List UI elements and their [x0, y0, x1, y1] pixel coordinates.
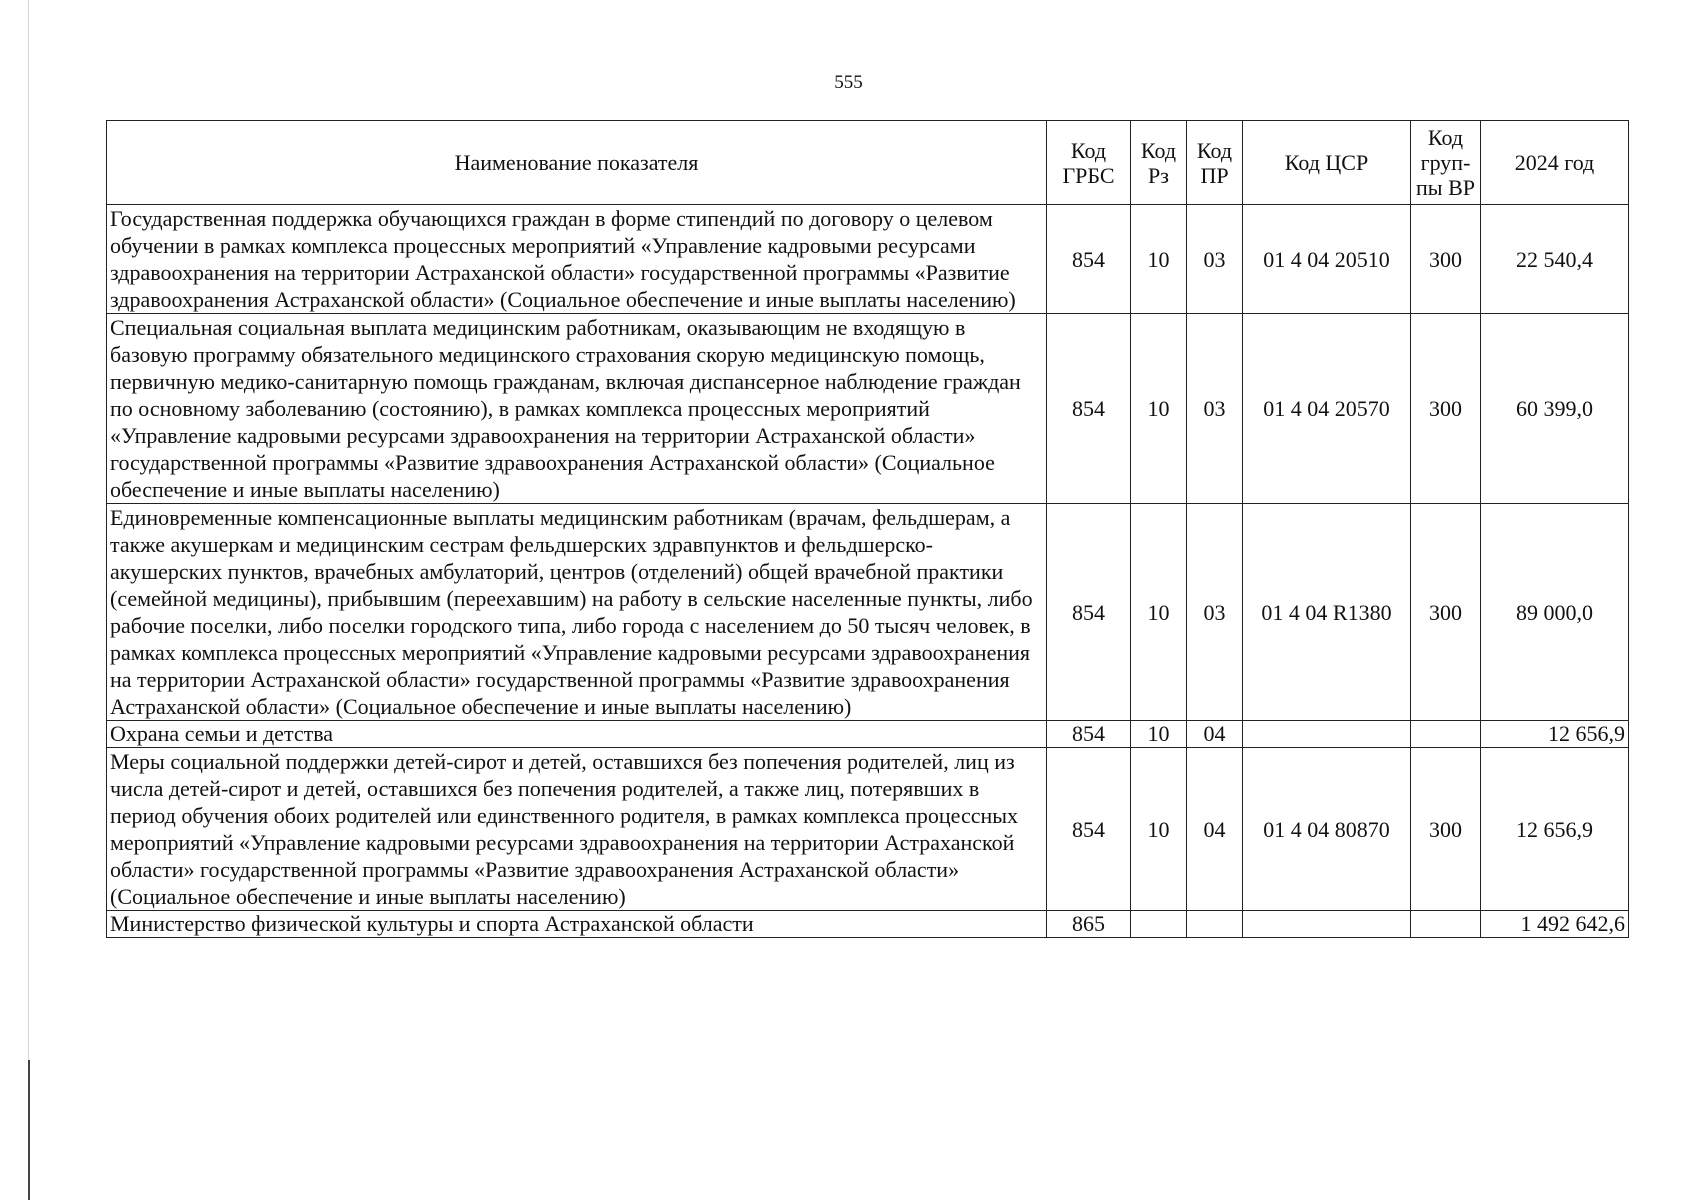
table-row: [107, 314, 1629, 504]
table-row: [107, 205, 1629, 314]
row-vr: [1411, 911, 1481, 938]
header-year: 2024 год: [1481, 121, 1629, 205]
row-grbs: 854: [1047, 504, 1131, 721]
row-csr: [1243, 911, 1411, 938]
row-vr: [1411, 721, 1481, 748]
row-pr: 04: [1187, 721, 1243, 748]
header-rz: Код Рз: [1131, 121, 1187, 205]
row-grbs: 854: [1047, 721, 1131, 748]
row-rz: 10: [1131, 504, 1187, 721]
row-name: Охрана семьи и детства: [107, 721, 1047, 748]
row-vr: 300: [1411, 314, 1481, 504]
row-pr: 03: [1187, 314, 1243, 504]
margin-binding-line: [28, 1060, 30, 1200]
header-csr: Код ЦСР: [1243, 121, 1411, 205]
row-rz: 10: [1131, 314, 1187, 504]
row-name: Меры социальной поддержки детей-сирот и детей, оставшихся без попечения родителей, лиц из числа детей-сирот и детей, оставшихся без попечения родителей, а также лиц, потерявших в период обучения обоих родителей или единственного родителя, в рамках комплекса процессных мероприятий «Управление кадровыми ресурсами здравоохранения на территории Астраханской области» государственной программы «Развитие здравоохранения Астраханской области» (Социальное обеспечение и иные выплаты населению): [107, 748, 1047, 911]
row-amount: 89 000,0: [1481, 504, 1629, 721]
row-grbs: 854: [1047, 748, 1131, 911]
row-name: Специальная социальная выплата медицинским работникам, оказывающим не входящую в базовую программу обязательного медицинского страхования скорую медицинскую помощь, первичную медико-санитарную помощь гражданам, включая диспансерное наблюдение граждан по основному заболеванию (состоянию), в рамках комплекса процессных мероприятий «Управление кадровыми ресурсами здравоохранения на территории Астраханской области» государственной программы «Развитие здравоохранения Астраханской области» (Социальное обеспечение и иные выплаты населению): [107, 314, 1047, 504]
table-row: [107, 504, 1629, 721]
row-csr: 01 4 04 R1380: [1243, 504, 1411, 721]
row-name: Государственная поддержка обучающихся граждан в форме стипендий по договору о целевом обучении в рамках комплекса процессных мероприятий «Управление кадровыми ресурсами здравоохранения на территории Астраханской области» государственной программы «Развитие здравоохранения Астраханской области» (Социальное обеспечение и иные выплаты населению): [107, 205, 1047, 314]
header-grbs: Код ГРБС: [1047, 121, 1131, 205]
table-row: [107, 748, 1629, 911]
budget-table: [106, 120, 1629, 938]
table-row: [107, 911, 1629, 938]
row-pr: 03: [1187, 205, 1243, 314]
row-grbs: 865: [1047, 911, 1131, 938]
row-rz: 10: [1131, 205, 1187, 314]
row-rz: 10: [1131, 721, 1187, 748]
header-pr: Код ПР: [1187, 121, 1243, 205]
row-amount: 12 656,9: [1481, 721, 1629, 748]
row-pr: 04: [1187, 748, 1243, 911]
row-pr: 03: [1187, 504, 1243, 721]
margin-line: [28, 0, 29, 1200]
row-csr: 01 4 04 20570: [1243, 314, 1411, 504]
row-grbs: 854: [1047, 314, 1131, 504]
row-csr: [1243, 721, 1411, 748]
row-vr: 300: [1411, 205, 1481, 314]
row-rz: [1131, 911, 1187, 938]
row-vr: 300: [1411, 748, 1481, 911]
row-rz: 10: [1131, 748, 1187, 911]
row-amount: 1 492 642,6: [1481, 911, 1629, 938]
row-vr: 300: [1411, 504, 1481, 721]
row-amount: 12 656,9: [1481, 748, 1629, 911]
table-header-row: [107, 121, 1629, 205]
row-name: Министерство физической культуры и спорта Астраханской области: [107, 911, 1047, 938]
header-vr: Код груп-пы ВР: [1411, 121, 1481, 205]
header-name: Наименование показателя: [107, 121, 1047, 205]
table-row: [107, 721, 1629, 748]
row-pr: [1187, 911, 1243, 938]
row-name: Единовременные компенсационные выплаты медицинским работникам (врачам, фельдшерам, а также акушеркам и медицинским сестрам фельдшерских здравпунктов и фельдшерско-акушерских пунктов, врачебных амбулаторий, центров (отделений) общей врачебной практики (семейной медицины), прибывшим (переехавшим) на работу в сельские населенные пункты, либо рабочие поселки, либо поселки городского типа, либо города с населением до 50 тысяч человек, в рамках комплекса процессных мероприятий «Управление кадровыми ресурсами здравоохранения на территории Астраханской области» государственной программы «Развитие здравоохранения Астраханской области» (Социальное обеспечение и иные выплаты населению): [107, 504, 1047, 721]
row-amount: 22 540,4: [1481, 205, 1629, 314]
row-amount: 60 399,0: [1481, 314, 1629, 504]
row-grbs: 854: [1047, 205, 1131, 314]
row-csr: 01 4 04 80870: [1243, 748, 1411, 911]
page-number: 555: [834, 72, 863, 93]
row-csr: 01 4 04 20510: [1243, 205, 1411, 314]
